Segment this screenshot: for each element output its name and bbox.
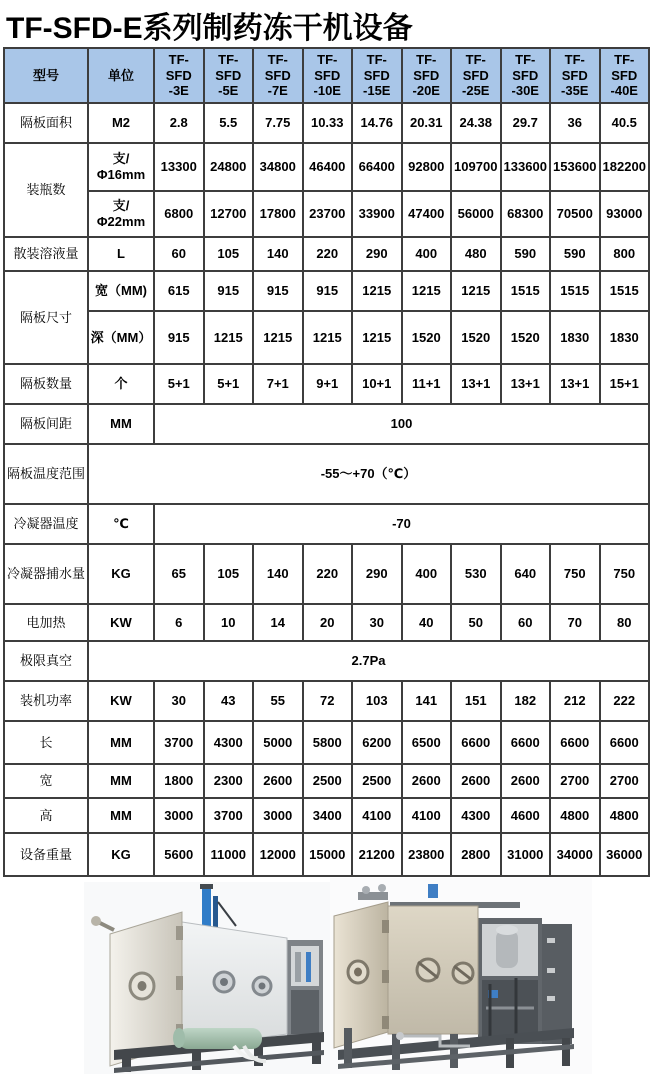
value-cell: 17800 <box>253 191 303 237</box>
value-cell: 103 <box>352 681 402 721</box>
col-header <box>204 48 254 103</box>
value-cell: 15+1 <box>600 364 650 404</box>
value-cell: 34000 <box>550 833 600 876</box>
unit-cell: KW <box>88 604 154 641</box>
value-cell: 50 <box>451 604 501 641</box>
model-name: TF-SFD <box>314 52 341 83</box>
value-cell: 133600 <box>501 143 551 191</box>
value-cell: 3700 <box>204 798 254 833</box>
row-bulk-volume <box>4 237 649 271</box>
value-cell: 40.5 <box>600 103 650 143</box>
model-name: TF-SFD <box>611 52 638 83</box>
model-suffix: -30E <box>511 83 539 99</box>
value-cell: 30 <box>352 604 402 641</box>
model-suffix: -15E <box>363 83 391 99</box>
model-name: TF-SFD <box>215 52 242 83</box>
value-cell: 1520 <box>402 311 452 364</box>
value-cell: 5800 <box>303 721 353 764</box>
model-suffix: -25E <box>462 83 490 99</box>
unit-cell: 宽（MM) <box>88 271 154 311</box>
row-label: 隔板尺寸 <box>4 271 88 364</box>
value-cell: 2500 <box>352 764 402 798</box>
unit-cell: ℃ <box>88 504 154 544</box>
value-cell: 1215 <box>451 271 501 311</box>
value-cell: 6200 <box>352 721 402 764</box>
rack-lower <box>291 990 319 1034</box>
value-cell: 1515 <box>600 271 650 311</box>
value-cell: 66400 <box>352 143 402 191</box>
rack-pipe-blue <box>306 952 311 982</box>
model-suffix: -20E <box>412 83 440 99</box>
row-ultimate-vacuum <box>4 641 649 681</box>
value-cell: 2600 <box>501 764 551 798</box>
value-cell: 640 <box>501 544 551 604</box>
unit-cell: MM <box>88 798 154 833</box>
value-cell: 590 <box>501 237 551 271</box>
row-condenser-capacity <box>4 544 649 604</box>
unit-cell: 深（MM） <box>88 311 154 364</box>
col-header <box>501 48 551 103</box>
row-label: 极限真空 <box>4 641 88 681</box>
value-cell: 6600 <box>550 721 600 764</box>
value-cell: 31000 <box>501 833 551 876</box>
row-shelf-depth <box>4 311 649 364</box>
row-length <box>4 721 649 764</box>
value-cell: 2700 <box>550 764 600 798</box>
value-cell: 915 <box>253 271 303 311</box>
col-header <box>154 48 204 103</box>
value-cell: 4800 <box>600 798 650 833</box>
page-title: TF-SFD-E系列制药冻干机设备 <box>6 12 413 45</box>
value-cell: 5.5 <box>204 103 254 143</box>
value-cell: 4100 <box>402 798 452 833</box>
value-cell: 13+1 <box>501 364 551 404</box>
value-cell: 11+1 <box>402 364 452 404</box>
value-cell: 6 <box>154 604 204 641</box>
value-cell: 13+1 <box>451 364 501 404</box>
value-cell: 6800 <box>154 191 204 237</box>
value-cell: 46400 <box>303 143 353 191</box>
unit-cell: MM <box>88 721 154 764</box>
value-cell: 915 <box>204 271 254 311</box>
unit-cell: L <box>88 237 154 271</box>
unit-cell: 支/Φ16mm <box>88 143 154 191</box>
model-name: TF-SFD <box>561 52 588 83</box>
value-cell: 23800 <box>402 833 452 876</box>
cylinder-cap <box>173 1028 185 1048</box>
row-label: 装机功率 <box>4 681 88 721</box>
value-cell: 24.38 <box>451 103 501 143</box>
value-cell: 70500 <box>550 191 600 237</box>
model-suffix: -3E <box>168 83 189 99</box>
condenser-cylinder <box>178 1028 262 1049</box>
value-cell: 6600 <box>501 721 551 764</box>
value-cell: 24800 <box>204 143 254 191</box>
value-cell: 5000 <box>253 721 303 764</box>
row-label: 冷凝器温度 <box>4 504 88 544</box>
value-cell: 13+1 <box>550 364 600 404</box>
value-cell: 915 <box>154 311 204 364</box>
value-cell: 1800 <box>154 764 204 798</box>
value-cell: 2600 <box>451 764 501 798</box>
row-electric-heating <box>4 604 649 641</box>
value-cell: 3000 <box>154 798 204 833</box>
value-cell: 800 <box>600 237 650 271</box>
value-cell: 4800 <box>550 798 600 833</box>
door-hinge <box>176 926 183 940</box>
value-cell: 1520 <box>451 311 501 364</box>
value-cell: 6600 <box>451 721 501 764</box>
value-cell: 140 <box>253 544 303 604</box>
cabinet-label <box>547 938 555 943</box>
row-label: 长 <box>4 721 88 764</box>
value-cell: 480 <box>451 237 501 271</box>
row-label: 宽 <box>4 764 88 798</box>
door-hinge <box>176 976 183 990</box>
value-cell: 80 <box>600 604 650 641</box>
value-cell: 2600 <box>253 764 303 798</box>
door-porthole-center <box>138 981 147 991</box>
value-cell: 36000 <box>600 833 650 876</box>
value-cell: 140 <box>253 237 303 271</box>
value-cell: 105 <box>204 237 254 271</box>
value-cell: 2600 <box>402 764 452 798</box>
value-cell: 2.7Pa <box>88 641 649 681</box>
value-cell: 30 <box>154 681 204 721</box>
value-cell: 13300 <box>154 143 204 191</box>
value-cell: 65 <box>154 544 204 604</box>
product-photos-strip <box>0 878 650 1074</box>
value-cell: 5+1 <box>154 364 204 404</box>
col-header <box>600 48 650 103</box>
rack-pipe <box>295 952 301 982</box>
value-cell: 400 <box>402 237 452 271</box>
control-cabinet <box>542 924 572 1044</box>
row-installed-power <box>4 681 649 721</box>
model-name: TF-SFD <box>512 52 539 83</box>
value-cell: 21200 <box>352 833 402 876</box>
value-cell: 70 <box>550 604 600 641</box>
value-cell: 182 <box>501 681 551 721</box>
value-cell: -55～+70（℃） <box>88 444 649 504</box>
value-cell: 182200 <box>600 143 650 191</box>
value-cell: 1215 <box>303 311 353 364</box>
row-label: 装瓶数 <box>4 143 88 237</box>
door-hinge <box>382 970 389 983</box>
col-header <box>352 48 402 103</box>
top-fittings <box>358 892 388 900</box>
col-header <box>451 48 501 103</box>
col-header <box>550 48 600 103</box>
value-cell: 4300 <box>451 798 501 833</box>
value-cell: 750 <box>600 544 650 604</box>
model-suffix: -10E <box>313 83 341 99</box>
row-label: 隔板面积 <box>4 103 88 143</box>
value-cell: 34800 <box>253 143 303 191</box>
header-row <box>4 48 649 103</box>
value-cell: 12000 <box>253 833 303 876</box>
value-cell: 1515 <box>550 271 600 311</box>
value-cell: 100 <box>154 404 649 444</box>
value-cell: 4600 <box>501 798 551 833</box>
value-cell: 3700 <box>154 721 204 764</box>
value-cell: 14.76 <box>352 103 402 143</box>
door-porthole-center <box>354 968 362 977</box>
value-cell: 1520 <box>501 311 551 364</box>
value-cell: 2300 <box>204 764 254 798</box>
value-cell: 56000 <box>451 191 501 237</box>
unit-cell: MM <box>88 404 154 444</box>
model-name: TF-SFD <box>413 52 440 83</box>
value-cell: 220 <box>303 237 353 271</box>
row-condenser-temp <box>4 504 649 544</box>
value-cell: 1830 <box>550 311 600 364</box>
value-cell: 23700 <box>303 191 353 237</box>
vacuum-pump <box>496 930 518 968</box>
value-cell: 93000 <box>600 191 650 237</box>
pump-top <box>496 925 518 935</box>
value-cell: 400 <box>402 544 452 604</box>
value-cell: 222 <box>600 681 650 721</box>
value-cell: 43 <box>204 681 254 721</box>
row-label: 隔板数量 <box>4 364 88 404</box>
value-cell: 92800 <box>402 143 452 191</box>
value-cell: 1215 <box>352 311 402 364</box>
value-cell: 7.75 <box>253 103 303 143</box>
door-hinge <box>382 920 389 933</box>
value-cell: 40 <box>402 604 452 641</box>
blue-fitting <box>428 884 438 898</box>
value-cell: 109700 <box>451 143 501 191</box>
valve <box>378 884 386 892</box>
row-bottles-22mm <box>4 191 649 237</box>
model-name: TF-SFD <box>462 52 489 83</box>
value-cell: 1215 <box>352 271 402 311</box>
pipe-joint <box>396 1032 404 1040</box>
porthole-center <box>220 978 228 986</box>
pipe-cap <box>200 884 213 889</box>
row-shelf-count <box>4 364 649 404</box>
col-header <box>253 48 303 103</box>
model-name: TF-SFD <box>363 52 390 83</box>
value-cell: 36 <box>550 103 600 143</box>
row-label: 电加热 <box>4 604 88 641</box>
unit-cell: MM <box>88 764 154 798</box>
valve <box>362 886 370 894</box>
porthole-center <box>259 983 266 990</box>
unit-cell: 支/Φ22mm <box>88 191 154 237</box>
spec-table <box>3 47 650 877</box>
unit-cell: 个 <box>88 364 154 404</box>
row-width <box>4 764 649 798</box>
row-label: 设备重量 <box>4 833 88 876</box>
value-cell: 3400 <box>303 798 353 833</box>
row-shelf-width <box>4 271 649 311</box>
value-cell: 20.31 <box>402 103 452 143</box>
row-label: 隔板温度范围 <box>4 444 88 504</box>
frame-leg <box>562 1038 570 1066</box>
value-cell: 290 <box>352 544 402 604</box>
value-cell: 590 <box>550 237 600 271</box>
value-cell: 6600 <box>600 721 650 764</box>
value-cell: 20 <box>303 604 353 641</box>
value-cell: 915 <box>303 271 353 311</box>
value-cell: 2800 <box>451 833 501 876</box>
value-cell: 2.8 <box>154 103 204 143</box>
value-cell: 615 <box>154 271 204 311</box>
model-name: TF-SFD <box>264 52 291 83</box>
value-cell: 212 <box>550 681 600 721</box>
freeze-dryer-photo-left <box>84 882 337 1074</box>
cabinet-label <box>547 996 555 1001</box>
door-hinge <box>382 1016 389 1029</box>
value-cell: 2700 <box>600 764 650 798</box>
frame-leg <box>450 1034 458 1068</box>
row-shelf-temp-range <box>4 444 649 504</box>
value-cell: 7+1 <box>253 364 303 404</box>
value-cell: 9+1 <box>303 364 353 404</box>
model-suffix: -5E <box>218 83 239 99</box>
value-cell: 220 <box>303 544 353 604</box>
corner-model-label: 型号 <box>4 48 88 103</box>
value-cell: 105 <box>204 544 254 604</box>
value-cell: 3000 <box>253 798 303 833</box>
value-cell: 10.33 <box>303 103 353 143</box>
freeze-dryer-photo-right <box>330 878 592 1074</box>
value-cell: 60 <box>154 237 204 271</box>
value-cell: 68300 <box>501 191 551 237</box>
value-cell: 290 <box>352 237 402 271</box>
value-cell: 14 <box>253 604 303 641</box>
value-cell: 153600 <box>550 143 600 191</box>
door-fitting-knob <box>91 916 101 926</box>
value-cell: 6500 <box>402 721 452 764</box>
value-cell: 55 <box>253 681 303 721</box>
frame-leg <box>344 1028 352 1068</box>
value-cell: -70 <box>154 504 649 544</box>
model-suffix: -7E <box>267 83 288 99</box>
row-equipment-weight <box>4 833 649 876</box>
frame-leg <box>192 1048 201 1070</box>
unit-cell: KW <box>88 681 154 721</box>
value-cell: 1215 <box>402 271 452 311</box>
model-suffix: -40E <box>610 83 638 99</box>
value-cell: 4100 <box>352 798 402 833</box>
value-cell: 151 <box>451 681 501 721</box>
model-suffix: -35E <box>561 83 589 99</box>
frame-leg <box>312 1034 321 1064</box>
value-cell: 15000 <box>303 833 353 876</box>
value-cell: 5600 <box>154 833 204 876</box>
value-cell: 12700 <box>204 191 254 237</box>
value-cell: 72 <box>303 681 353 721</box>
value-cell: 2500 <box>303 764 353 798</box>
row-label: 高 <box>4 798 88 833</box>
value-cell: 1515 <box>501 271 551 311</box>
row-height <box>4 798 649 833</box>
row-bottles-16mm <box>4 143 649 191</box>
row-label: 隔板间距 <box>4 404 88 444</box>
value-cell: 530 <box>451 544 501 604</box>
cabinet-label <box>547 968 555 973</box>
col-header <box>402 48 452 103</box>
value-cell: 47400 <box>402 191 452 237</box>
row-label: 冷凝器捕水量 <box>4 544 88 604</box>
value-cell: 750 <box>550 544 600 604</box>
col-header <box>303 48 353 103</box>
value-cell: 5+1 <box>204 364 254 404</box>
value-cell: 4300 <box>204 721 254 764</box>
row-shelf-gap <box>4 404 649 444</box>
unit-cell: M2 <box>88 103 154 143</box>
value-cell: 29.7 <box>501 103 551 143</box>
row-label: 散装溶液量 <box>4 237 88 271</box>
corner-unit-label: 单位 <box>88 48 154 103</box>
value-cell: 10+1 <box>352 364 402 404</box>
unit-cell: KG <box>88 544 154 604</box>
row-shelf-area <box>4 103 649 143</box>
value-cell: 1215 <box>204 311 254 364</box>
unit-cell: KG <box>88 833 154 876</box>
value-cell: 60 <box>501 604 551 641</box>
value-cell: 1215 <box>253 311 303 364</box>
model-name: TF-SFD <box>165 52 192 83</box>
value-cell: 33900 <box>352 191 402 237</box>
value-cell: 11000 <box>204 833 254 876</box>
value-cell: 1830 <box>600 311 650 364</box>
value-cell: 10 <box>204 604 254 641</box>
value-cell: 141 <box>402 681 452 721</box>
